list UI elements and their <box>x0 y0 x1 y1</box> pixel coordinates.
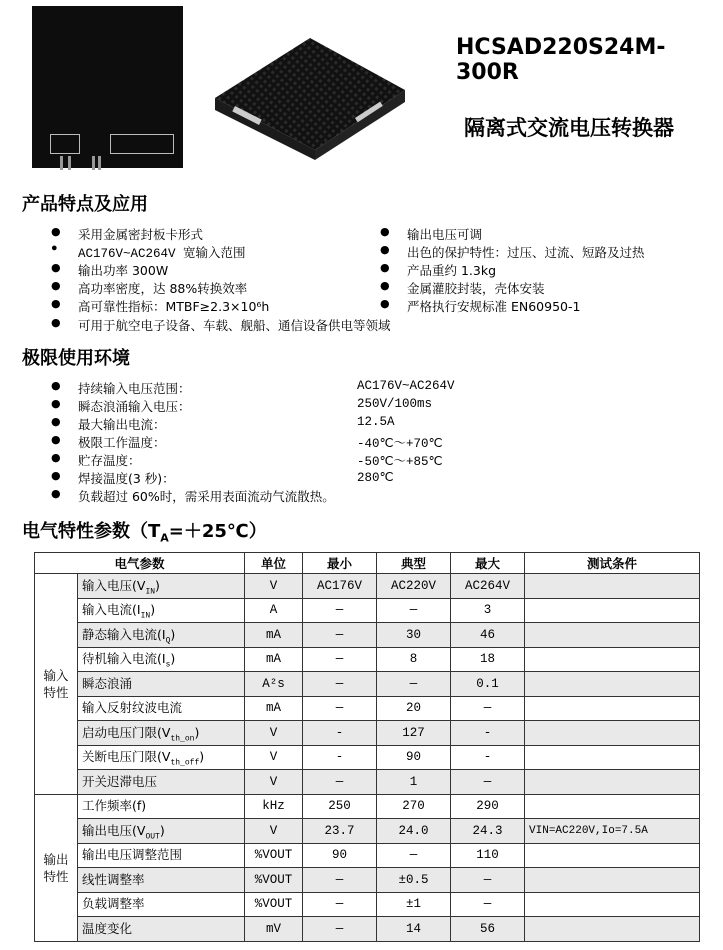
param-condition <box>525 917 700 942</box>
param-min: - <box>303 721 377 746</box>
limit-value: -50℃～+85℃ <box>357 455 443 469</box>
param-typ: 14 <box>377 917 451 942</box>
param-name: 输入电压$(V_{IN})$ <box>78 574 245 599</box>
param-max: 110 <box>451 843 525 868</box>
param-min: - <box>303 745 377 770</box>
param-typ: 90 <box>377 745 451 770</box>
param-max: 46 <box>451 623 525 648</box>
limits-heading: 极限使用环境 <box>22 348 130 369</box>
param-condition <box>525 672 700 697</box>
table-row <box>35 574 700 599</box>
param-condition <box>525 892 700 917</box>
param-max: 24.3 <box>451 819 525 844</box>
table-row <box>35 868 700 893</box>
limit-label: ● 瞬态浪涌输入电压： <box>78 397 191 415</box>
param-max: - <box>451 721 525 746</box>
param-name: 工作频率(f) <box>78 794 245 819</box>
param-name: 线性调整率 <box>78 868 245 893</box>
limit-label: ● 持续输入电压范围： <box>78 379 191 397</box>
param-condition <box>525 868 700 893</box>
row-group-label: 输入特性 <box>35 574 78 795</box>
param-max: — <box>451 696 525 721</box>
param-max: 3 <box>451 598 525 623</box>
param-unit: V <box>245 770 303 795</box>
param-name: 输入电流$(I_{IN})$ <box>78 598 245 623</box>
col-header: 最小 <box>303 553 377 574</box>
param-max: AC264V <box>451 574 525 599</box>
param-unit: A²s <box>245 672 303 697</box>
param-unit: V <box>245 574 303 599</box>
feature-item: ● 严格执行安规标准 EN60950-1 <box>407 297 580 315</box>
param-name: 输出电压调整范围 <box>78 843 245 868</box>
param-condition <box>525 745 700 770</box>
table-row <box>35 917 700 942</box>
row-group-label: 输出特性 <box>35 794 78 941</box>
param-condition <box>525 647 700 672</box>
param-unit: mA <box>245 623 303 648</box>
param-typ: 24.0 <box>377 819 451 844</box>
param-min: 90 <box>303 843 377 868</box>
param-typ: 1 <box>377 770 451 795</box>
param-name: 输入反射纹波电流 <box>78 696 245 721</box>
table-row <box>35 623 700 648</box>
param-condition <box>525 574 700 599</box>
param-typ: — <box>377 843 451 868</box>
param-unit: mA <box>245 696 303 721</box>
param-name: 待机输入电流$(I_s)$ <box>78 647 245 672</box>
param-typ: — <box>377 672 451 697</box>
param-min: — <box>303 672 377 697</box>
param-condition <box>525 721 700 746</box>
table-row <box>35 770 700 795</box>
limit-note: ● 负载超过 60%时，需采用表面流动气流散热。 <box>78 487 335 505</box>
param-name: 温度变化 <box>78 917 245 942</box>
param-max: - <box>451 745 525 770</box>
param-typ: 8 <box>377 647 451 672</box>
table-row <box>35 794 700 819</box>
param-max: — <box>451 868 525 893</box>
col-header: 电气参数 <box>35 553 245 574</box>
param-name: 负载调整率 <box>78 892 245 917</box>
param-max: — <box>451 892 525 917</box>
param-max: 18 <box>451 647 525 672</box>
param-min: 23.7 <box>303 819 377 844</box>
param-unit: mA <box>245 647 303 672</box>
feature-item: ● AC176V~AC264V 宽输入范围 <box>78 243 246 261</box>
param-min: 250 <box>303 794 377 819</box>
features-heading: 产品特点及应用 <box>22 194 148 215</box>
param-name: 输出电压$(V_{OUT})$ <box>78 819 245 844</box>
table-row <box>35 819 700 844</box>
param-condition <box>525 598 700 623</box>
table-row <box>35 647 700 672</box>
electrical-spec-table <box>34 552 700 942</box>
table-row <box>35 696 700 721</box>
param-min: — <box>303 598 377 623</box>
param-unit: %VOUT <box>245 892 303 917</box>
param-condition <box>525 623 700 648</box>
param-unit: V <box>245 721 303 746</box>
table-row <box>35 598 700 623</box>
param-typ: 270 <box>377 794 451 819</box>
param-condition <box>525 843 700 868</box>
limit-value: 12.5A <box>357 415 395 429</box>
col-header: 典型 <box>377 553 451 574</box>
param-typ: AC220V <box>377 574 451 599</box>
param-name: 启动电压门限$(V_{th\_on})$ <box>78 721 245 746</box>
param-max: — <box>451 770 525 795</box>
electrical-heading: 电气特性参数$(T_A=+25℃)$ <box>22 521 267 545</box>
feature-item: ● 出色的保护特性：过压、过流、短路及过热 <box>407 243 645 261</box>
param-min: — <box>303 917 377 942</box>
param-min: — <box>303 623 377 648</box>
param-min: — <box>303 696 377 721</box>
limit-label: ● 最大输出电流： <box>78 415 166 433</box>
table-row <box>35 892 700 917</box>
limit-value: 280℃ <box>357 471 394 485</box>
limit-value: AC176V~AC264V <box>357 379 455 393</box>
param-name: 静态输入电流$(I_Q)$ <box>78 623 245 648</box>
param-min: — <box>303 892 377 917</box>
param-condition <box>525 696 700 721</box>
feature-item: ● 可用于航空电子设备、车载、舰船、通信设备供电等领域 <box>78 316 391 334</box>
param-unit: V <box>245 745 303 770</box>
table-row <box>35 745 700 770</box>
feature-item: ● 高功率密度，达 88%转换效率 <box>78 279 247 297</box>
limit-value: 250V/100ms <box>357 397 433 411</box>
col-header: 最大 <box>451 553 525 574</box>
param-typ: ±1 <box>377 892 451 917</box>
param-typ: 127 <box>377 721 451 746</box>
param-condition: VIN=AC220V,Io=7.5A <box>525 819 700 844</box>
param-typ: ±0.5 <box>377 868 451 893</box>
param-min: AC176V <box>303 574 377 599</box>
table-row <box>35 843 700 868</box>
param-max: 0.1 <box>451 672 525 697</box>
table-row <box>35 721 700 746</box>
param-condition <box>525 770 700 795</box>
param-unit: %VOUT <box>245 868 303 893</box>
param-unit: A <box>245 598 303 623</box>
col-header: 单位 <box>245 553 303 574</box>
param-name: 关断电压门限$(V_{th\_off})$ <box>78 745 245 770</box>
feature-item: ● 产品重约 1.3kg <box>407 261 496 279</box>
table-row <box>35 672 700 697</box>
col-header: 测试条件 <box>525 553 700 574</box>
limit-label: ● 极限工作温度： <box>78 433 166 451</box>
feature-item: ● 高可靠性指标：MTBF≥2.3×10⁶h <box>78 297 269 315</box>
param-typ: 30 <box>377 623 451 648</box>
param-name: 开关迟滞电压 <box>78 770 245 795</box>
param-max: 56 <box>451 917 525 942</box>
param-unit: mV <box>245 917 303 942</box>
feature-item: ● 输出电压可调 <box>407 225 482 243</box>
feature-item: ● 采用金属密封板卡形式 <box>78 225 203 243</box>
model-number: HCSAD220S24M-300R <box>456 35 666 85</box>
param-unit: kHz <box>245 794 303 819</box>
param-unit: V <box>245 819 303 844</box>
limit-value: -40℃～+70℃ <box>357 437 443 451</box>
product-photo-3d <box>205 28 410 163</box>
param-condition <box>525 794 700 819</box>
limit-label: ● 贮存温度： <box>78 451 141 469</box>
param-max: 290 <box>451 794 525 819</box>
param-unit: %VOUT <box>245 843 303 868</box>
product-subtitle: 隔离式交流电压转换器 <box>464 116 674 140</box>
table-header-row <box>35 553 700 574</box>
param-min: — <box>303 770 377 795</box>
param-min: — <box>303 647 377 672</box>
param-min: — <box>303 868 377 893</box>
param-typ: 20 <box>377 696 451 721</box>
param-typ: — <box>377 598 451 623</box>
feature-item: ● 输出功率 300W <box>78 261 168 279</box>
feature-item: ● 金属灌胶封装，壳体安装 <box>407 279 545 297</box>
product-photo-top <box>32 6 183 168</box>
param-name: 瞬态浪涌 <box>78 672 245 697</box>
pin-label-strip <box>40 134 177 156</box>
limit-label: ● 焊接温度(3 秒)： <box>78 469 175 487</box>
